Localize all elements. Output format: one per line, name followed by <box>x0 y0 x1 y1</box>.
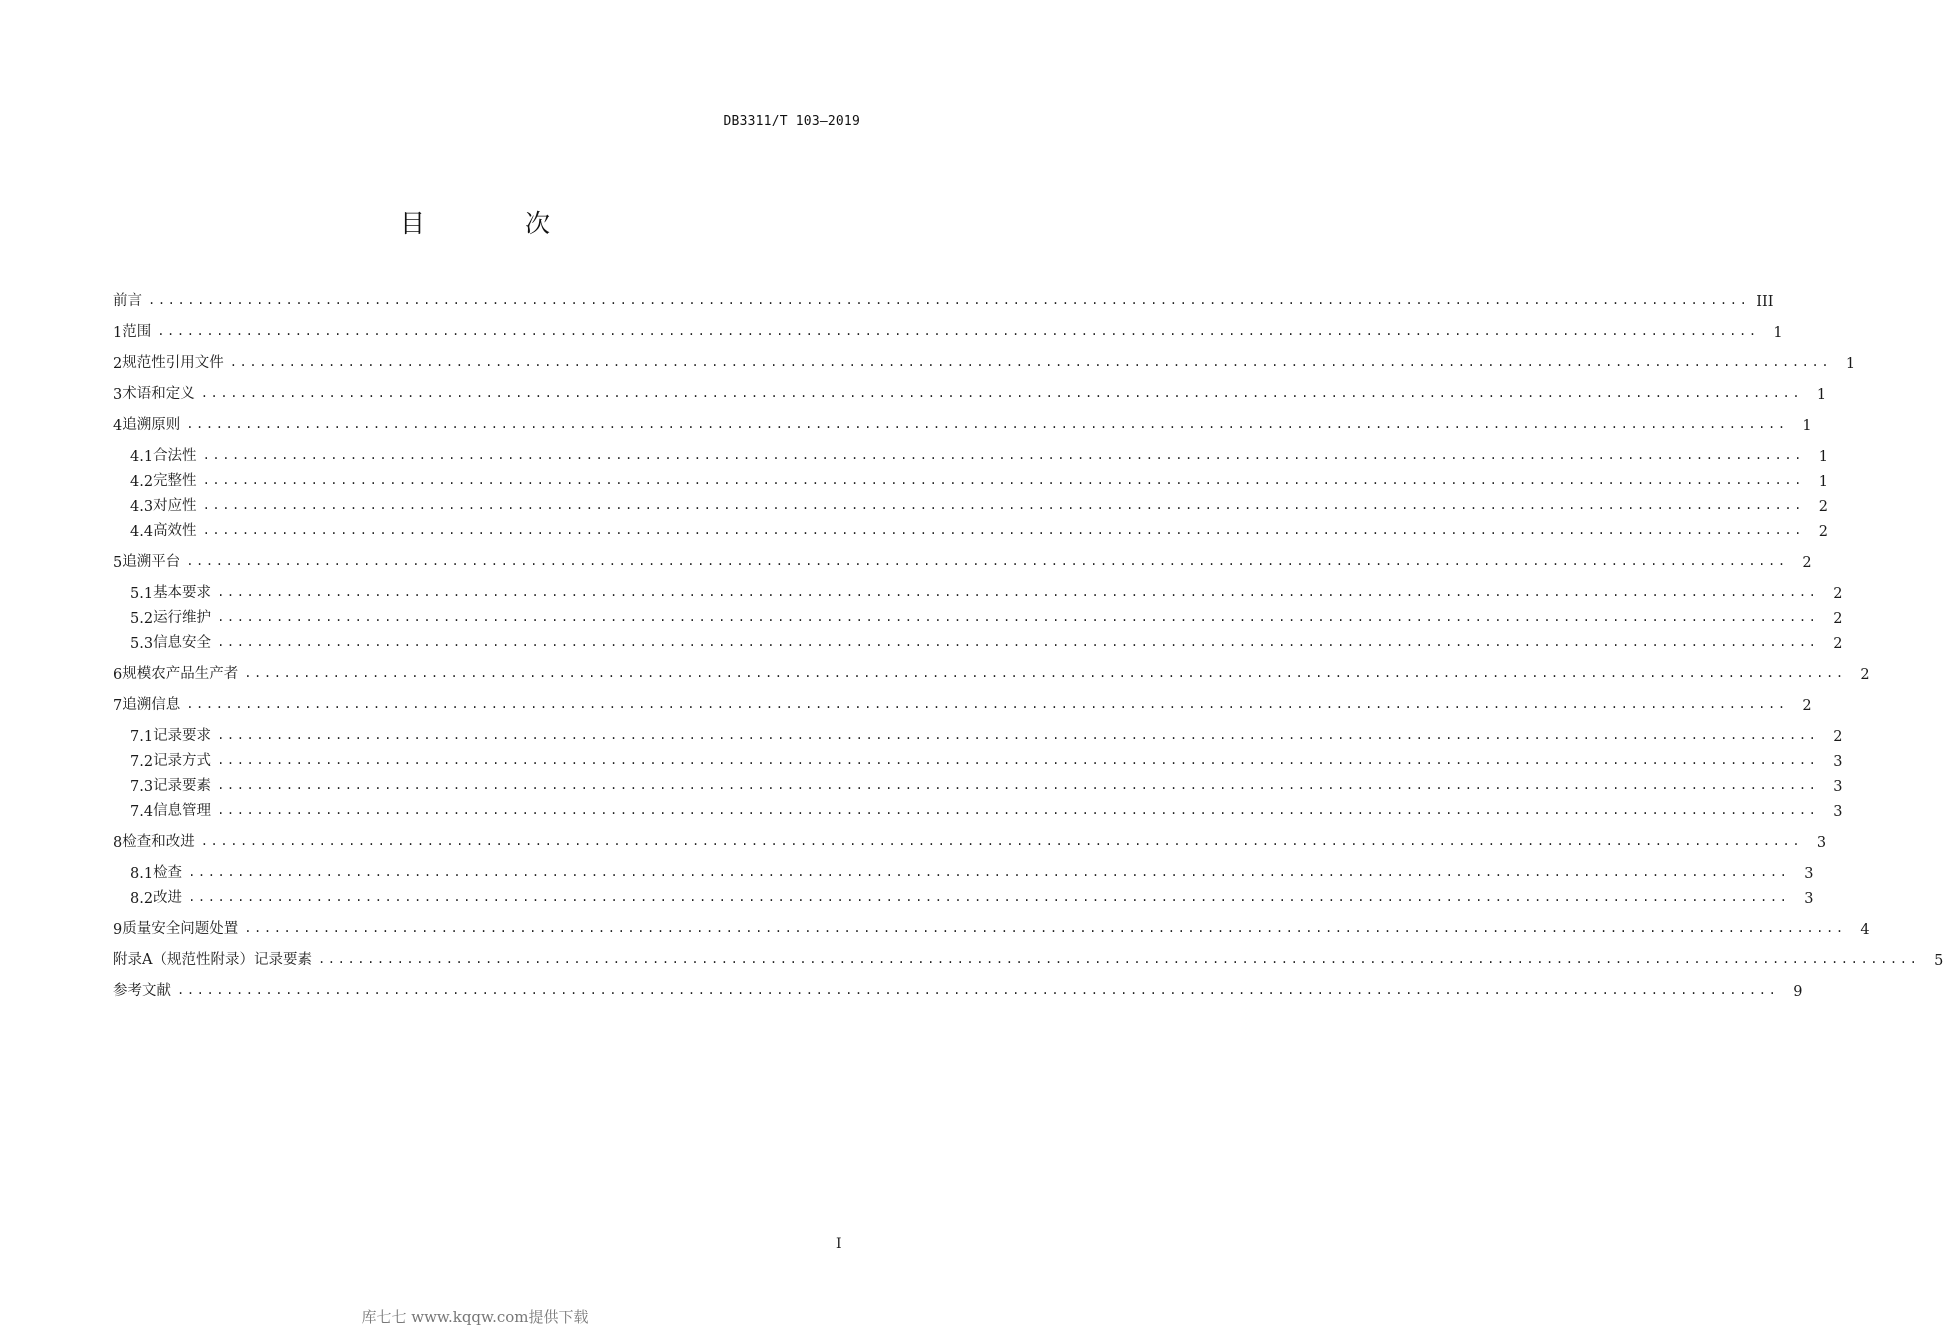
dot-leader: ................................................................................................................................................................... <box>148 293 1750 307</box>
toc-entry-5-3[interactable] <box>130 628 1843 652</box>
toc-entry-number: 4 <box>113 418 123 434</box>
toc-entry-page: 3 <box>1804 891 1814 907</box>
toc-entry-5-2[interactable] <box>130 603 1843 627</box>
dot-leader: ................................................................................................................................................................... <box>202 448 1804 462</box>
toc-entry-page: 1 <box>1845 356 1856 372</box>
dot-leader: ................................................................................................................................................................... <box>186 554 1788 568</box>
toc-entry-page: 1 <box>1802 418 1812 434</box>
toc-entry-number: 7.3 <box>130 779 154 795</box>
toc-entry-label: 术语和定义 <box>122 386 195 402</box>
toc-entry-page: 1 <box>1816 387 1827 403</box>
toc-entry-5[interactable] <box>113 547 1812 571</box>
dot-leader: ................................................................................................................................................................... <box>217 728 1819 742</box>
dot-leader: ................................................................................................................................................................... <box>244 666 1846 680</box>
toc-entry-label: 信息管理 <box>153 803 212 819</box>
toc-entry-9[interactable] <box>113 914 1870 938</box>
toc-entry-4[interactable] <box>113 410 1812 434</box>
toc-entry-4-2[interactable] <box>130 466 1828 490</box>
toc-entry-7[interactable] <box>113 690 1812 714</box>
dot-leader: ................................................................................................................................................................... <box>186 697 1788 711</box>
dot-leader: ................................................................................................................................................................... <box>202 498 1804 512</box>
toc-entry-label: 言 <box>127 293 142 309</box>
standard-code: DB3311/T 103—2019 <box>723 114 860 129</box>
toc-entry-label: 质量安全问题处置 <box>122 921 239 937</box>
download-watermark: 库七七 www.kqqw.com提供下载 <box>361 1308 589 1326</box>
toc-entry-label: 追溯信息 <box>122 697 181 713</box>
toc-entry-page: 2 <box>1860 667 1870 683</box>
toc-entry-label: 规范性引用文件 <box>122 355 224 371</box>
toc-entry-number: 8.2 <box>130 891 154 907</box>
toc-entry-label: 追溯原则 <box>122 417 181 433</box>
dot-leader: ................................................................................................................................................................... <box>217 610 1819 624</box>
dot-leader: ................................................................................................................................................................... <box>200 834 1803 848</box>
toc-entry-label: 记录方式 <box>153 753 212 769</box>
toc-entry-7-1[interactable] <box>130 721 1843 745</box>
toc-entry-label: 信息安全 <box>153 635 212 651</box>
toc-entry-page: 5 <box>1934 953 1943 969</box>
toc-entry-page: 9 <box>1793 984 1803 1000</box>
toc-entry-label: 附录A（规范性附录）记录要素 <box>113 952 312 968</box>
toc-entry-number: 3 <box>113 387 123 403</box>
toc-entry-page: 2 <box>1802 698 1812 714</box>
dot-leader: ................................................................................................................................................................... <box>217 778 1819 792</box>
toc-entry-4-1[interactable] <box>130 441 1828 465</box>
toc-entry-number: 7.2 <box>130 754 154 770</box>
toc-entry-label: 对应性 <box>153 498 197 514</box>
toc-entry-3[interactable] <box>113 379 1827 403</box>
toc-entry-label: 改进 <box>153 890 183 906</box>
toc-entry-6[interactable] <box>113 659 1870 683</box>
dot-leader: ................................................................................................................................................................... <box>177 983 1779 997</box>
toc-entry-number: 5.3 <box>130 636 154 652</box>
toc-entry-page: 3 <box>1816 835 1827 851</box>
toc-entry-number: 4.4 <box>130 524 154 540</box>
toc-entry-number: 5.1 <box>130 586 154 602</box>
toc-entry-page: 2 <box>1833 586 1843 602</box>
toc-entry-label: 运行维护 <box>153 610 212 626</box>
toc-entry-page: 2 <box>1833 729 1843 745</box>
dot-leader: ................................................................................................................................................................... <box>200 386 1803 400</box>
toc-entry-4-4[interactable] <box>130 516 1828 540</box>
toc-entry-number: 6 <box>113 667 123 683</box>
toc-entry-label: 范围 <box>122 324 152 340</box>
toc-entry-page: III <box>1756 294 1774 310</box>
dot-leader: ................................................................................................................................................................... <box>202 523 1804 537</box>
toc-entry-page: 2 <box>1833 636 1843 652</box>
toc-entry-1[interactable] <box>113 317 1783 341</box>
toc-entry-number: 4.2 <box>130 474 154 490</box>
dot-leader: ................................................................................................................................................................... <box>186 417 1788 431</box>
toc-entry-number: 4.1 <box>130 449 154 465</box>
toc-entry-4-3[interactable] <box>130 491 1828 515</box>
dot-leader: ................................................................................................................................................................... <box>217 635 1819 649</box>
toc-entry-label: 完整性 <box>153 473 197 489</box>
toc-entry-number: 9 <box>113 922 123 938</box>
dot-leader: ................................................................................................................................................................... <box>317 952 1920 966</box>
toc-entry-page: 3 <box>1833 804 1843 820</box>
dot-leader: ................................................................................................................................................................... <box>157 324 1759 338</box>
toc-entry-8-1[interactable] <box>130 858 1814 882</box>
toc-entry-2[interactable] <box>113 348 1856 372</box>
toc-entry-page: 1 <box>1818 474 1828 490</box>
toc-entry-page: 2 <box>1802 555 1812 571</box>
toc-entry-number: 7 <box>113 698 123 714</box>
toc-entry-number: 2 <box>113 356 123 372</box>
toc-entry-label: 合法性 <box>153 448 197 464</box>
toc-entry-page: 4 <box>1860 922 1870 938</box>
toc-entry-number: 1 <box>113 325 123 341</box>
toc-entry-foreword[interactable] <box>113 286 1774 310</box>
toc-entry-page: 2 <box>1818 524 1828 540</box>
dot-leader: ................................................................................................................................................................... <box>217 803 1819 817</box>
toc-entry-5-1[interactable] <box>130 578 1843 602</box>
toc-entry-7-3[interactable] <box>130 771 1843 795</box>
dot-leader: ................................................................................................................................................................... <box>229 355 1832 369</box>
toc-entry-number: 前 <box>113 293 128 309</box>
toc-entry-label: 记录要求 <box>153 728 212 744</box>
toc-entry-page: 3 <box>1804 866 1814 882</box>
dot-leader: ................................................................................................................................................................... <box>188 865 1790 879</box>
toc-entry-8[interactable] <box>113 827 1827 851</box>
toc-entry-page: 3 <box>1833 779 1843 795</box>
toc-entry-7-4[interactable] <box>130 796 1843 820</box>
dot-leader: ................................................................................................................................................................... <box>202 473 1804 487</box>
toc-entry-label: 追溯平台 <box>122 554 181 570</box>
toc-entry-number: 8 <box>113 835 123 851</box>
toc-entry-number: 7.4 <box>130 804 154 820</box>
toc-entry-label: 高效性 <box>153 523 197 539</box>
page-number: I <box>836 1236 842 1252</box>
toc-entry-number: 8.1 <box>130 866 154 882</box>
toc-entry-label: 记录要素 <box>153 778 212 794</box>
page-title: 目 次 <box>400 209 596 238</box>
dot-leader: ................................................................................................................................................................... <box>188 890 1790 904</box>
toc-entry-appendix-a[interactable] <box>113 945 1943 969</box>
toc-entry-number: 4.3 <box>130 499 154 515</box>
dot-leader: ................................................................................................................................................................... <box>244 921 1846 935</box>
dot-leader: ................................................................................................................................................................... <box>217 585 1819 599</box>
toc-entry-page: 1 <box>1773 325 1783 341</box>
toc-entry-references[interactable] <box>113 976 1803 1000</box>
toc-entry-label: 检查和改进 <box>122 834 195 850</box>
toc-entry-page: 1 <box>1818 449 1828 465</box>
toc-entry-page: 2 <box>1833 611 1843 627</box>
toc-entry-7-2[interactable] <box>130 746 1843 770</box>
toc-entry-number: 5.2 <box>130 611 154 627</box>
toc-entry-label: 参考文献 <box>113 983 171 999</box>
toc-entry-label: 检查 <box>153 865 183 881</box>
toc-entry-label: 规模农产品生产者 <box>122 666 239 682</box>
toc-entry-8-2[interactable] <box>130 883 1814 907</box>
toc-entry-page: 2 <box>1818 499 1828 515</box>
toc-entry-number: 5 <box>113 555 123 571</box>
toc-entry-page: 3 <box>1833 754 1843 770</box>
toc-entry-number: 7.1 <box>130 729 154 745</box>
dot-leader: ................................................................................................................................................................... <box>217 753 1819 767</box>
toc-entry-label: 基本要求 <box>153 585 212 601</box>
